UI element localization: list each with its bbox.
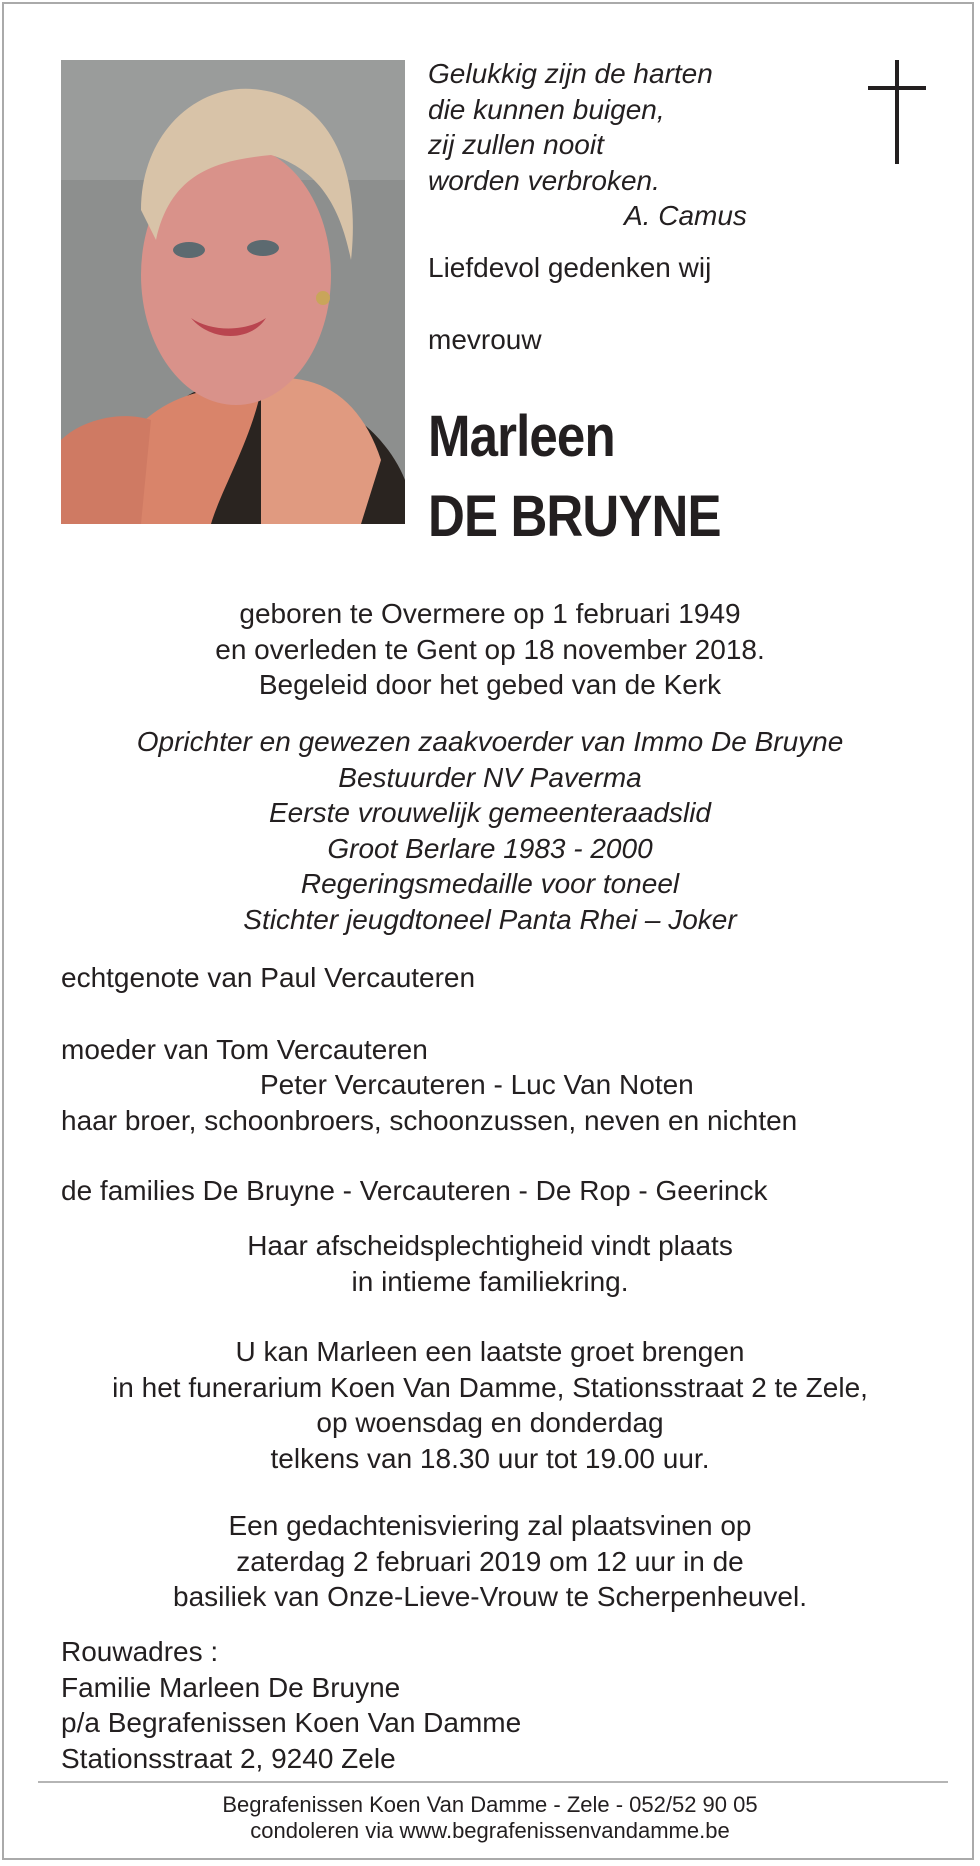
address-line: Familie Marleen De Bruyne — [61, 1671, 401, 1703]
intro-text: Liefdevol gedenken wij — [428, 252, 712, 283]
visit-line: U kan Marleen een laatste groet brengen — [235, 1336, 745, 1367]
visit-line: in het funerarium Koen Van Damme, Stationsstraat 2 te Zele, — [112, 1371, 868, 1403]
children-line: moeder van Tom Vercauteren — [61, 1034, 428, 1065]
address-line: Rouwadres : — [61, 1636, 219, 1667]
life-line: en overleden te Gent op 18 november 2018. — [215, 633, 765, 665]
memorial-line: Een gedachtenisviering zal plaatsvinen op — [228, 1510, 752, 1541]
life-line: geboren te Overmere op 1 februari 1949 — [239, 598, 741, 629]
families-line: de families De Bruyne - Vercauteren - De Rop - Geerinck — [61, 1175, 768, 1206]
footer-condolence-link[interactable]: condoleren via www.begrafenissenvandamme.be — [250, 1818, 730, 1843]
footer — [4, 1792, 976, 1844]
ceremony-line: Haar afscheidsplechtigheid vindt plaats — [247, 1230, 733, 1261]
quote-author: A. Camus — [624, 200, 747, 231]
visit-block — [4, 1334, 976, 1476]
last-name: DE BRUYNE — [428, 484, 721, 549]
life-dates — [4, 596, 976, 703]
death-notice-card — [2, 2, 974, 1860]
merit-line: Stichter jeugdtoneel Panta Rhei – Joker — [243, 903, 737, 935]
merit-line: Bestuurder NV Paverma — [338, 761, 642, 793]
merit-line: Oprichter en gewezen zaakvoerder van Immo De Bruyne — [136, 726, 844, 757]
quote-block — [428, 56, 747, 234]
first-name: Marleen — [428, 404, 615, 469]
address-line: p/a Begrafenissen Koen Van Damme — [61, 1707, 522, 1738]
footer-funeral-home: Begrafenissen Koen Van Damme - Zele - 052/52 90 05 — [222, 1792, 758, 1817]
cross-icon — [868, 60, 926, 164]
title-text: mevrouw — [428, 324, 542, 355]
merits-block — [4, 724, 976, 937]
merit-line: Regeringsmedaille voor toneel — [300, 868, 680, 899]
spouse-line: echtgenote van Paul Vercauteren — [61, 962, 476, 993]
footer-divider — [38, 1781, 948, 1783]
memorial-line: zaterdag 2 februari 2019 om 12 uur in de — [236, 1545, 744, 1577]
address-block — [61, 1634, 521, 1776]
visit-line: op woensdag en donderdag — [316, 1407, 664, 1438]
memorial-block — [4, 1508, 976, 1615]
portrait-photo — [61, 60, 405, 524]
merit-line: Groot Berlare 1983 - 2000 — [327, 832, 653, 864]
visit-line: telkens van 18.30 uur tot 19.00 uur. — [270, 1442, 710, 1474]
quote-line: worden verbroken. — [428, 164, 660, 196]
ceremony-block — [4, 1228, 976, 1299]
address-line: Stationsstraat 2, 9240 Zele — [61, 1742, 396, 1774]
children-line-2: Peter Vercauteren - Luc Van Noten — [260, 1069, 694, 1100]
quote-line: zij zullen nooit — [428, 129, 604, 160]
life-line: Begeleid door het gebed van de Kerk — [258, 669, 722, 700]
quote-line: die kunnen buigen, — [428, 93, 665, 125]
quote-line: Gelukkig zijn de harten — [428, 58, 713, 89]
relatives-line: haar broer, schoonbroers, schoonzussen, neven en nichten — [61, 1105, 798, 1136]
ceremony-line: in intieme familiekring. — [351, 1265, 629, 1297]
merit-line: Eerste vrouwelijk gemeenteraadslid — [269, 797, 711, 828]
memorial-line: basiliek van Onze-Lieve-Vrouw te Scherpenheuvel. — [173, 1581, 807, 1612]
